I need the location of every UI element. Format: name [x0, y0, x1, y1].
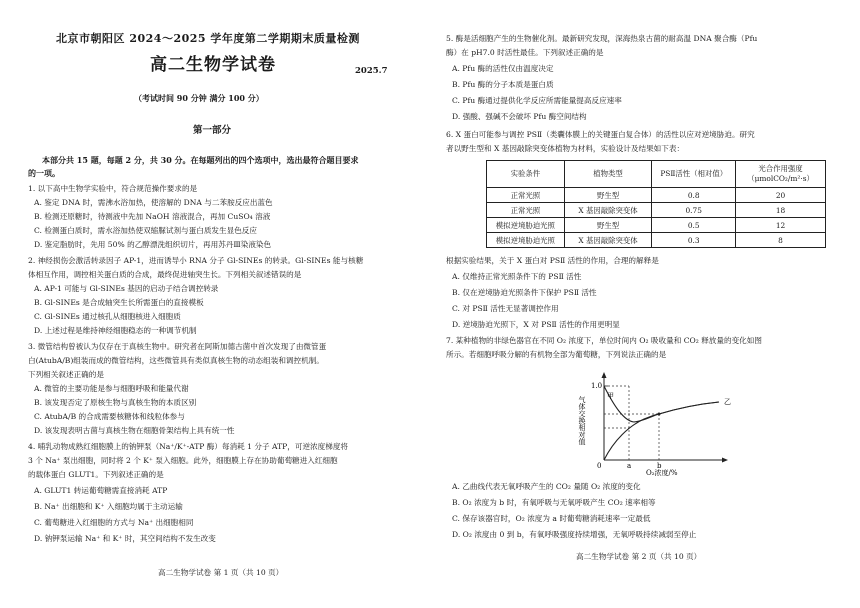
instructions-line-2: 的一项。: [28, 168, 60, 178]
question-7-stem-2: 所示。若细胞呼吸分解的有机物全部为葡萄糖，下列说法正确的是: [446, 350, 667, 359]
table-row: [487, 218, 826, 233]
question-2-option-a: A. AP-1 可能与 Gl-SINEs 基因的启动子结合调控转录: [34, 284, 219, 293]
question-2-option-d: D. 上述过程是维持神经细胞稳态的一种调节机制: [34, 326, 197, 335]
instructions-line-1: 本部分共 15 题，每题 2 分，共 30 分。在每题列出的四个选项中，选出最符合题目要求: [42, 155, 359, 165]
question-1-option-b: B. 检测还原糖时，待测液中先加 NaOH 溶液混合，再加 CuSO₄ 溶液: [34, 212, 271, 221]
question-5-stem-2: 酶）在 pH7.0 时活性最佳。下列叙述正确的是: [446, 48, 604, 57]
table-header-cell: 实验条件: [487, 161, 565, 188]
question-3-option-c: C. AtubA/B 的合成需要核糖体和线粒体参与: [34, 412, 185, 421]
question-5-stem-1: 5. 酶是活细胞产生的生物催化剂。最新研究发现，深海热泉古菌的耐高温 DNA 聚合酶（Pfu: [446, 34, 758, 43]
table-cell: X 基因敲除突变体: [564, 203, 652, 218]
graph-x-tick-b: b: [657, 462, 662, 470]
question-5-option-b: B. Pfu 酶的分子本质是蛋白质: [452, 80, 554, 89]
page-footer-1: 高二生物学试卷 第 1 页（共 10 页）: [158, 568, 284, 577]
question-1-stem: 1. 以下高中生物学实验中，符合规范操作要求的是: [28, 184, 198, 193]
question-4-stem-2: 3 个 Na⁺ 泵出细胞，同时将 2 个 K⁺ 泵入细胞。此外，细胞膜上存在协助葡萄糖进入红细胞: [28, 456, 338, 465]
question-7-stem-1: 7. 某种植物的非绿色器官在不同 O₂ 浓度下，单位时间内 O₂ 吸收量和 CO₂ 释放量的变化如图: [446, 336, 762, 345]
graph-intersection-point: [658, 413, 661, 416]
graph-x-axis-label: O₂浓度/%: [646, 469, 678, 476]
table-cell: 12: [736, 218, 826, 233]
table-cell: 18: [736, 203, 826, 218]
question-3-option-b: B. 该发现否定了原核生物与真核生物的本质区别: [34, 398, 197, 407]
question-1-option-c: C. 检测蛋白质时，需水浴加热使双缩脲试剂与蛋白质发生显色反应: [34, 226, 257, 235]
table-cell: 0.3: [652, 233, 736, 248]
question-6-option-b: B. 仅在逆境胁迫光照条件下保护 PSⅡ 活性: [452, 288, 597, 297]
table-cell: 模拟逆境胁迫光照: [487, 233, 565, 248]
results-table: [486, 160, 826, 248]
graph-y-arrow: [602, 372, 607, 378]
table-header-cell: 植物类型: [564, 161, 652, 188]
table-cell: 正常光照: [487, 203, 565, 218]
graph-y-tick: 1.0: [591, 382, 603, 390]
table-cell: 20: [736, 188, 826, 203]
question-6-option-c: C. 对 PSⅡ 活性无显著调控作用: [452, 304, 559, 313]
question-6-followup: 根据实验结果，关于 X 蛋白对 PSⅡ 活性的作用，合理的解释是: [446, 256, 659, 265]
table-row: [487, 203, 826, 218]
question-6-stem-2: 者以野生型和 X 基因敲除突变体植物为材料，实验设计及结果如下表：: [446, 144, 685, 153]
section-title: 第一部分: [193, 125, 232, 136]
question-1-option-a: A. 鉴定 DNA 时，需沸水浴加热，使溶解的 DNA 与二苯胺反应出蓝色: [34, 198, 273, 207]
question-6-stem-1: 6. X 蛋白可能参与调控 PSⅡ（类囊体膜上的关键蛋白复合体）的活性以应对逆境胁迫。研究: [446, 130, 755, 139]
graph-y-axis-label: 气体交换相对值: [578, 396, 586, 445]
table-header-cell: [736, 161, 826, 188]
question-7-option-b: B. O₂ 浓度为 b 时，有氧呼吸与无氧呼吸产生 CO₂ 速率相等: [452, 498, 656, 507]
question-7-option-c: C. 保存该器官时，O₂ 浓度为 a 时葡萄糖消耗速率一定最低: [452, 514, 651, 523]
question-4-option-a: A. GLUT1 转运葡萄糖需直接消耗 ATP: [34, 486, 168, 495]
table-cell: 野生型: [564, 188, 652, 203]
question-5-option-d: D. 强酸、强碱不会破坏 Pfu 酶空间结构: [452, 112, 587, 121]
table-row: [487, 188, 826, 203]
question-1-option-d: D. 鉴定脂肪时，先用 50% 的乙醇漂洗组织切片，再用苏丹Ⅲ染液染色: [34, 240, 272, 249]
question-4-option-c: C. 葡萄糖进入红细胞的方式与 Na⁺ 出细胞相同: [34, 518, 194, 527]
graph-curve-label-yi: 乙: [724, 398, 731, 406]
question-4-option-d: D. 钠钾泵运输 Na⁺ 和 K⁺ 时，其空间结构不发生改变: [34, 534, 216, 543]
question-5-option-a: A. Pfu 酶的活性仅由温度决定: [452, 64, 554, 73]
question-2-stem-1: 2. 神经损伤会激活转录因子 AP-1，进而诱导小 RNA 分子 Gl-SINEs 的转录。Gl-SINEs 能与核糖: [28, 256, 364, 265]
question-5-option-c: C. Pfu 酶通过提供化学反应所需能量提高反应速率: [452, 96, 622, 105]
question-2-option-b: B. Gl-SINEs 是合成轴突生长所需蛋白的直接模板: [34, 298, 204, 307]
table-cell: 正常光照: [487, 188, 565, 203]
graph-x-tick-a: a: [627, 462, 632, 470]
question-2-option-c: C. Gl-SINEs 通过核孔从细胞核进入细胞质: [34, 312, 181, 321]
table-header-row: [487, 161, 826, 188]
question-3-stem-2: 白(AtubA/B)组装而成的微管结构，这些微管具有类似真核生物的动态组装和调控机制。: [28, 356, 324, 365]
page-footer-2: 高二生物学试卷 第 2 页（共 10 页）: [576, 552, 702, 561]
paper-title: 高二生物学试卷: [150, 55, 276, 75]
exam-info: （考试时间 90 分钟 满分 100 分）: [134, 93, 264, 103]
exam-date: 2025.7: [355, 66, 388, 76]
graph-curve-yi: [604, 402, 719, 460]
table-cell: 野生型: [564, 218, 652, 233]
table-cell: 0.75: [652, 203, 736, 218]
graph-curve-label-jia: 甲: [607, 392, 614, 400]
exam-header: 北京市朝阳区 2024～2025 学年度第二学期期末质量检测: [56, 32, 360, 45]
table-header-line: 光合作用强度: [758, 164, 803, 173]
question-3-stem-1: 3. 微管结构曾被认为仅存在于真核生物中。研究者在阿斯加德古菌中首次发现了由微管蛋: [28, 342, 327, 351]
page-1: [28, 0, 426, 608]
table-cell: X 基因敲除突变体: [564, 233, 652, 248]
question-6-option-d: D. 逆境胁迫光照下，X 对 PSⅡ 活性的作用更明显: [452, 320, 620, 329]
graph-x-arrow: [722, 458, 728, 463]
table-header-unit: （μmolCO₂/m²·s）: [747, 174, 814, 183]
question-4-stem-1: 4. 哺乳动物成熟红细胞膜上的钠钾泵（Na⁺/K⁺-ATP 酶）每消耗 1 分子 ATP，可逆浓度梯度将: [28, 442, 349, 451]
question-2-stem-2: 体相互作用，调控相关蛋白质的合成，最终促进轴突生长。下列相关叙述错误的是: [28, 270, 302, 279]
respiration-graph: [574, 366, 744, 476]
question-4-stem-3: 的载体蛋白 GLUT1。下列叙述正确的是: [28, 470, 164, 479]
question-7-option-a: A. 乙曲线代表无氧呼吸产生的 CO₂ 量随 O₂ 浓度的变化: [452, 482, 641, 491]
page-2: [446, 0, 842, 608]
table-cell: 8: [736, 233, 826, 248]
table-header-cell: PSⅡ活性（相对值）: [652, 161, 736, 188]
question-3-option-a: A. 微管的主要功能是参与细胞呼吸和能量代谢: [34, 384, 189, 393]
question-3-stem-3: 下列相关叙述正确的是: [28, 370, 104, 379]
question-6-option-a: A. 仅维持正常光照条件下的 PSⅡ 活性: [452, 272, 582, 281]
table-cell: 模拟逆境胁迫光照: [487, 218, 565, 233]
question-4-option-b: B. Na⁺ 出细胞和 K⁺ 入细胞均属于主动运输: [34, 502, 183, 511]
table-cell: 0.5: [652, 218, 736, 233]
question-3-option-d: D. 该发现表明古菌与真核生物在细胞骨架结构上具有统一性: [34, 426, 235, 435]
table-row: [487, 233, 826, 248]
question-7-option-d: D. O₂ 浓度由 0 到 b，有氧呼吸强度持续增强，无氧呼吸持续减弱至停止: [452, 530, 697, 539]
table-cell: 0.8: [652, 188, 736, 203]
graph-origin: 0: [597, 462, 602, 470]
